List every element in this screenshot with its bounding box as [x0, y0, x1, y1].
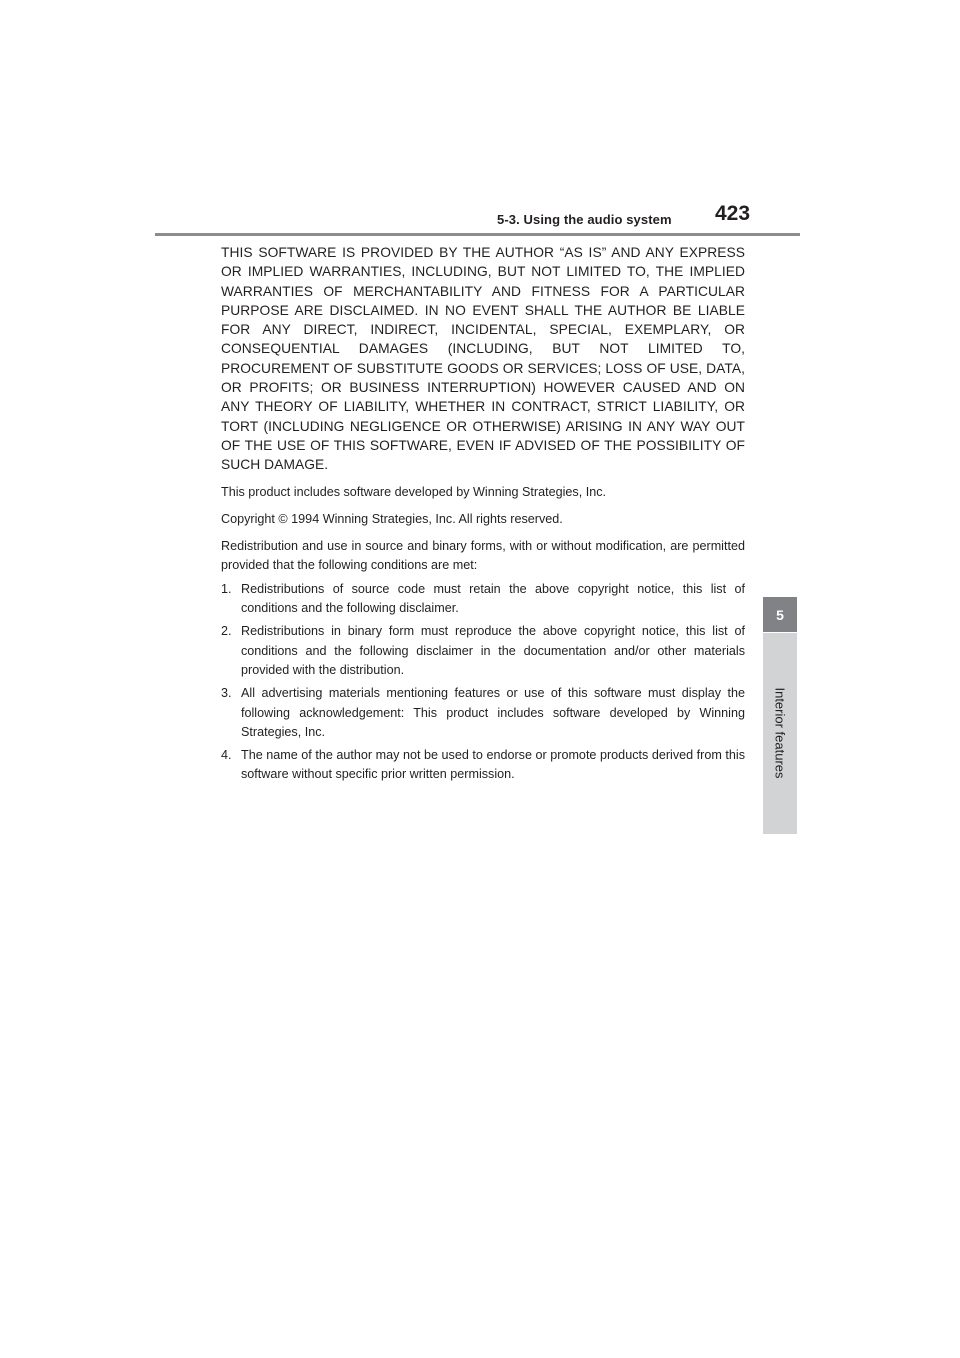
list-item — [221, 580, 745, 619]
list-item — [221, 684, 745, 742]
list-item-text: The name of the author may not be used to endorse or promote products derived from this software without specific prior written permission. — [241, 748, 745, 782]
disclaimer-paragraph: THIS SOFTWARE IS PROVIDED BY THE AUTHOR “AS IS” AND ANY EXPRESS OR IMPLIED WARRANTIES, INCLUDING, BUT NOT LIMITED TO, THE IMPLIED WARRANTIES OF MERCHANTABILITY AND FITNESS FOR A PARTICULAR PURPOSE ARE DISCLAIMED. IN NO EVENT SHALL THE AUTHOR BE LIABLE FOR ANY DIRECT, INDIRECT, INCIDENTAL, SPECIAL, EXEMPLARY, OR CONSEQUENTIAL DAMAGES (INCLUDING, BUT NOT LIMITED TO, PROCUREMENT OF SUBSTITUTE GOODS OR SERVICES; LOSS OF USE, DATA, OR PROFITS; OR BUSINESS INTERRUPTION) HOWEVER CAUSED AND ON ANY THEORY OF LIABILITY, WHETHER IN CONTRACT, STRICT LIABILITY, OR TORT (INCLUDING NEGLIGENCE OR OTHERWISE) ARISING IN ANY WAY OUT OF THE USE OF THIS SOFTWARE, EVEN IF ADVISED OF THE POSSIBILITY OF SUCH DAMAGE. — [221, 245, 745, 473]
page-number: 423 — [715, 202, 751, 225]
list-item-text: Redistributions of source code must retain the above copyright notice, this list of conditions and the following disclaimer. — [241, 581, 745, 616]
header-divider — [155, 233, 800, 236]
chapter-title: Interior features — [772, 687, 788, 779]
redistribution-paragraph: Redistribution and use in source and binary forms, with or without modification, are permitted provided that the following conditions are met: — [221, 539, 745, 573]
list-item-text: All advertising materials mentioning features or use of this software must display the following acknowledgement: This product includes software developed by Winning Strategies, Inc. — [241, 686, 745, 739]
section-title: 5-3. Using the audio system — [497, 212, 672, 227]
list-item — [221, 622, 745, 680]
list-item-number: 4. — [221, 748, 232, 763]
conditions-list — [221, 580, 745, 785]
list-item-number: 1. — [221, 581, 232, 596]
list-item — [221, 746, 745, 785]
copyright-paragraph: Copyright © 1994 Winning Strategies, Inc. All rights reserved. — [221, 511, 563, 526]
list-item-number: 2. — [221, 624, 232, 639]
chapter-number-tab: 5 — [763, 597, 797, 632]
list-item-number: 3. — [221, 686, 232, 701]
page-content — [221, 243, 745, 785]
list-item-text: Redistributions in binary form must reproduce the above copyright notice, this list of conditions and the following disclaimer in the documentation and/or other materials provided with the distribution. — [241, 624, 745, 677]
includes-paragraph: This product includes software developed by Winning Strategies, Inc. — [221, 484, 607, 499]
